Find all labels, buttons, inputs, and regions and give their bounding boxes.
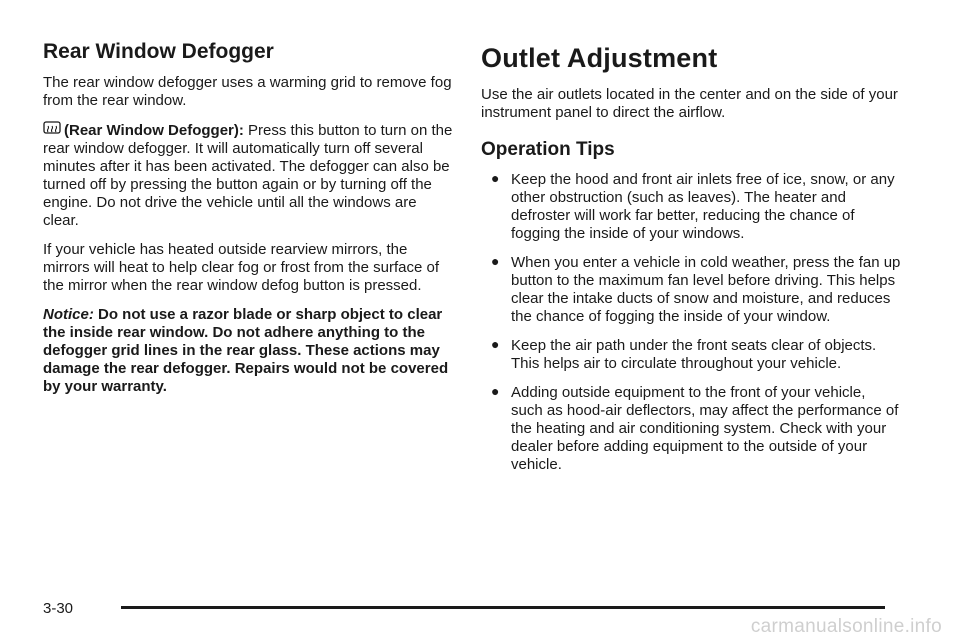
section-title-outlet-adjustment: Outlet Adjustment bbox=[481, 43, 718, 73]
defogger-button-text: Press this button to turn on the rear window defogger. It will automatically turn off several minutes after it has been activated. The defogger can also be turned off by pressing the button again or by turning off the engine. Do not drive the vehicle until all the windows are clear. bbox=[43, 122, 453, 230]
operation-tips-list bbox=[481, 171, 901, 474]
list-item: ● Keep the air path under the front seats clear of objects. This helps air to circulate throughout your vehicle. bbox=[491, 336, 877, 373]
left-column bbox=[43, 40, 453, 407]
list-item: ● Keep the hood and front air inlets free of ice, snow, or any other obstruction (such as leaves). The heater and defroster will work far better, reducing the chance of fogging the inside of your windows. bbox=[491, 170, 895, 243]
subsection-title-operation-tips: Operation Tips bbox=[481, 139, 615, 161]
defogger-button-description bbox=[43, 121, 453, 230]
footer-rule bbox=[121, 606, 885, 609]
notice-text: Do not use a razor blade or sharp object to clear the inside rear window. Do not adhere anything to the defogger grid lines in the rear glass. These actions may damage the rear defogger. Repairs would not be covered by your warranty. bbox=[43, 306, 449, 396]
right-column bbox=[481, 40, 901, 485]
notice-paragraph bbox=[43, 306, 453, 396]
list-item: ● Adding outside equipment to the front of your vehicle, such as hood-air deflectors, may affect the performance of the heating and air conditioning system. Check with your dealer before adding equipment to the outside of your vehicle. bbox=[491, 383, 899, 474]
section-title-rear-window-defogger: Rear Window Defogger bbox=[43, 40, 274, 63]
page-number: 3-30 bbox=[43, 600, 74, 617]
notice-label: Notice: bbox=[43, 306, 94, 324]
bullet-icon: ● bbox=[491, 336, 500, 353]
outlet-intro: Use the air outlets located in the center and on the side of your instrument panel to direct the airflow. bbox=[481, 86, 898, 122]
rear-defogger-icon bbox=[43, 121, 61, 137]
defogger-intro: The rear window defogger uses a warming grid to remove fog from the rear window. bbox=[43, 74, 452, 110]
list-item: ● When you enter a vehicle in cold weather, press the fan up button to the maximum fan level before driving. This helps clear the intake ducts of snow and moisture, and reduces the chance of fogging the inside of your window. bbox=[491, 253, 901, 326]
page-footer bbox=[43, 598, 885, 618]
defogger-button-label: (Rear Window Defogger): bbox=[64, 122, 244, 140]
bullet-icon: ● bbox=[491, 170, 500, 187]
watermark: carmanualsonline.info bbox=[750, 616, 942, 637]
bullet-icon: ● bbox=[491, 383, 500, 400]
heated-mirrors-text: If your vehicle has heated outside rearview mirrors, the mirrors will heat to help clear fog or frost from the surface of the mirror when the rear window defog button is pressed. bbox=[43, 241, 439, 295]
bullet-icon: ● bbox=[491, 253, 500, 270]
